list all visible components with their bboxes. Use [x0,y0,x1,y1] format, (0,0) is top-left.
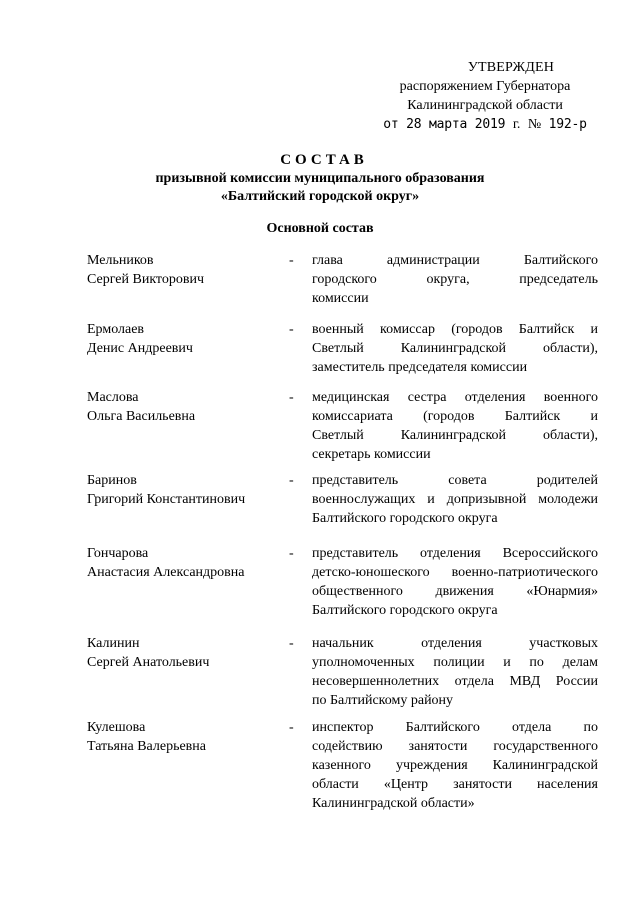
member-surname: Калинин [87,636,140,651]
member-role-line: казенного учреждения Калининградской [312,758,598,773]
member-role-line: военнослужащих и допризывной молодежи [312,492,598,507]
member-role-line: Балтийского городского округа [312,603,498,618]
member-role-line: по Балтийскому району [312,693,454,708]
member-role [312,718,598,813]
member-role-line: военный комиссар (городов Балтийск и [312,322,598,337]
member-given-name: Григорий Константинович [87,492,246,507]
member-surname: Мельников [87,253,154,268]
approval-line-1: распоряжением Губернатора [399,79,571,94]
member-name [87,718,287,756]
member-surname: Маслова [87,390,139,405]
member-name [87,320,287,358]
member-given-name: Ольга Васильевна [87,409,196,424]
member-role-line: области «Центр занятости населения [312,777,598,792]
member-given-name: Татьяна Валерьевна [87,739,206,754]
member-role [312,634,598,710]
approval-date-no: № [527,117,541,132]
member-surname: Баринов [87,473,137,488]
member-role [312,251,598,308]
member-role-line: секретарь комиссии [312,447,431,462]
approval-date-number: 192-р [548,117,587,132]
member-role-line: комиссии [312,291,369,306]
member-role-line: Светлый Калининградской области), [312,428,598,443]
member-dash: - [289,720,294,735]
member-role [312,320,598,377]
member-role-line: общественного движения «Юнармия» [312,584,598,599]
member-role-line: детско-юношеского военно-патриотического [312,565,598,580]
document-heading [0,151,640,206]
section-heading: Основной состав [266,221,374,236]
member-name [87,251,287,289]
member-surname: Кулешова [87,720,146,735]
approval-title: УТВЕРЖДЕН [467,60,555,75]
member-dash: - [289,636,294,651]
member-given-name: Денис Андреевич [87,341,193,356]
member-dash: - [289,390,294,405]
approval-line-2: Калининградской области [407,98,563,113]
approval-stamp [360,58,610,134]
member-surname: Ермолаев [87,322,145,337]
member-role-line: Балтийского городского округа [312,511,498,526]
document-subtitle-line-1: призывной комиссии муниципального образования [155,171,485,186]
member-role-line: городского округа, председатель [312,272,598,287]
member-role [312,544,598,620]
member-role-line: комиссариата (городов Балтийск и [312,409,598,424]
member-role-line: глава администрации Балтийского [312,253,598,268]
approval-date [360,115,610,134]
member-name [87,634,287,672]
member-role-line: инспектор Балтийского отдела по [312,720,598,735]
member-role-line: медицинская сестра отделения военного [312,390,598,405]
member-role-line: представитель совета родителей [312,473,598,488]
member-dash: - [289,473,294,488]
member-given-name: Сергей Анатольевич [87,655,210,670]
member-role-line: уполномоченных полиции и по делам [312,655,598,670]
member-dash: - [289,322,294,337]
member-role-line: заместитель председателя комиссии [312,360,528,375]
approval-date-g: г. [512,117,521,132]
member-role [312,388,598,464]
approval-date-prefix: от 28 марта 2019 [383,117,506,132]
member-role-line: начальник отделения участковых [312,636,598,651]
member-role [312,471,598,528]
member-role-line: представитель отделения Всероссийского [312,546,598,561]
member-name [87,544,287,582]
member-dash: - [289,546,294,561]
member-role-line: содействию занятости государственного [312,739,598,754]
member-dash: - [289,253,294,268]
member-surname: Гончарова [87,546,149,561]
member-role-line: Калининградской области» [312,796,475,811]
member-name [87,388,287,426]
member-name [87,471,287,509]
member-role-line: Светлый Калининградской области), [312,341,598,356]
member-given-name: Сергей Викторович [87,272,205,287]
member-role-line: несовершеннолетних отдела МВД России [312,674,598,689]
document-subtitle-line-2: «Балтийский городской округ» [220,189,420,204]
document-title: СОСТАВ [280,152,368,168]
member-given-name: Анастасия Александровна [87,565,245,580]
